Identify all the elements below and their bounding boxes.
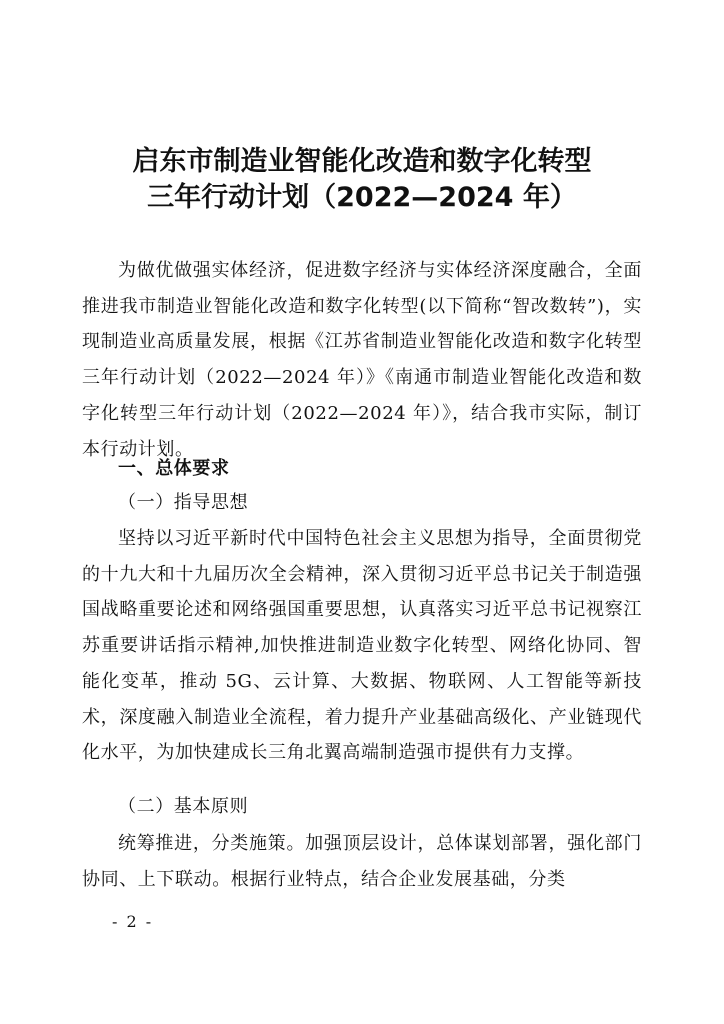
subsection-heading-guiding-ideology: （一）指导思想	[118, 492, 249, 513]
subsection-heading-basic-principles: （二）基本原则	[118, 796, 249, 817]
basic-principles-paragraph: 统筹推进，分类施策。加强顶层设计，总体谋划部署，强化部门协同、上下联动。根据行业特点，结合企业发展基础，分类	[82, 833, 642, 890]
guiding-ideology-paragraph: 坚持以习近平新时代中国特色社会主义思想为指导，全面贯彻党的十九大和十九届历次全会精神，深入贯彻习近平总书记关于制造强国战略重要论述和网络强国重要思想，认真落实习近平总书记视察江苏重要讲话指示精神,加快推进制造业数字化转型、网络化协同、智能化变革，推动 5G、云计算、大数据、物联网、人工智能等新技术，深度融入制造业全流程，着力提升产业基础高级化、产业链现代化水平，为加快建成长三角北翼高端制造强市提供有力支撑。	[82, 528, 642, 764]
document-title-line-1: 启东市制造业智能化改造和数字化转型	[132, 146, 592, 177]
document-title-line-2: 三年行动计划（2022—2024 年）	[147, 182, 577, 213]
section-heading-overall-requirements: 一、总体要求	[118, 458, 230, 479]
page-number: - 2 -	[112, 912, 154, 931]
intro-paragraph: 为做优做强实体经济，促进数字经济与实体经济深度融合，全面推进我市制造业智能化改造和数字化转型(以下简称“智改数转”)，实现制造业高质量发展，根据《江苏省制造业智能化改造和数字化转型三年行动计划（2022—2024 年）》《南通市制造业智能化改造和数字化转型三年行动计划（2022—2024 年）》，结合我市实际，制订本行动计划。	[82, 260, 642, 460]
